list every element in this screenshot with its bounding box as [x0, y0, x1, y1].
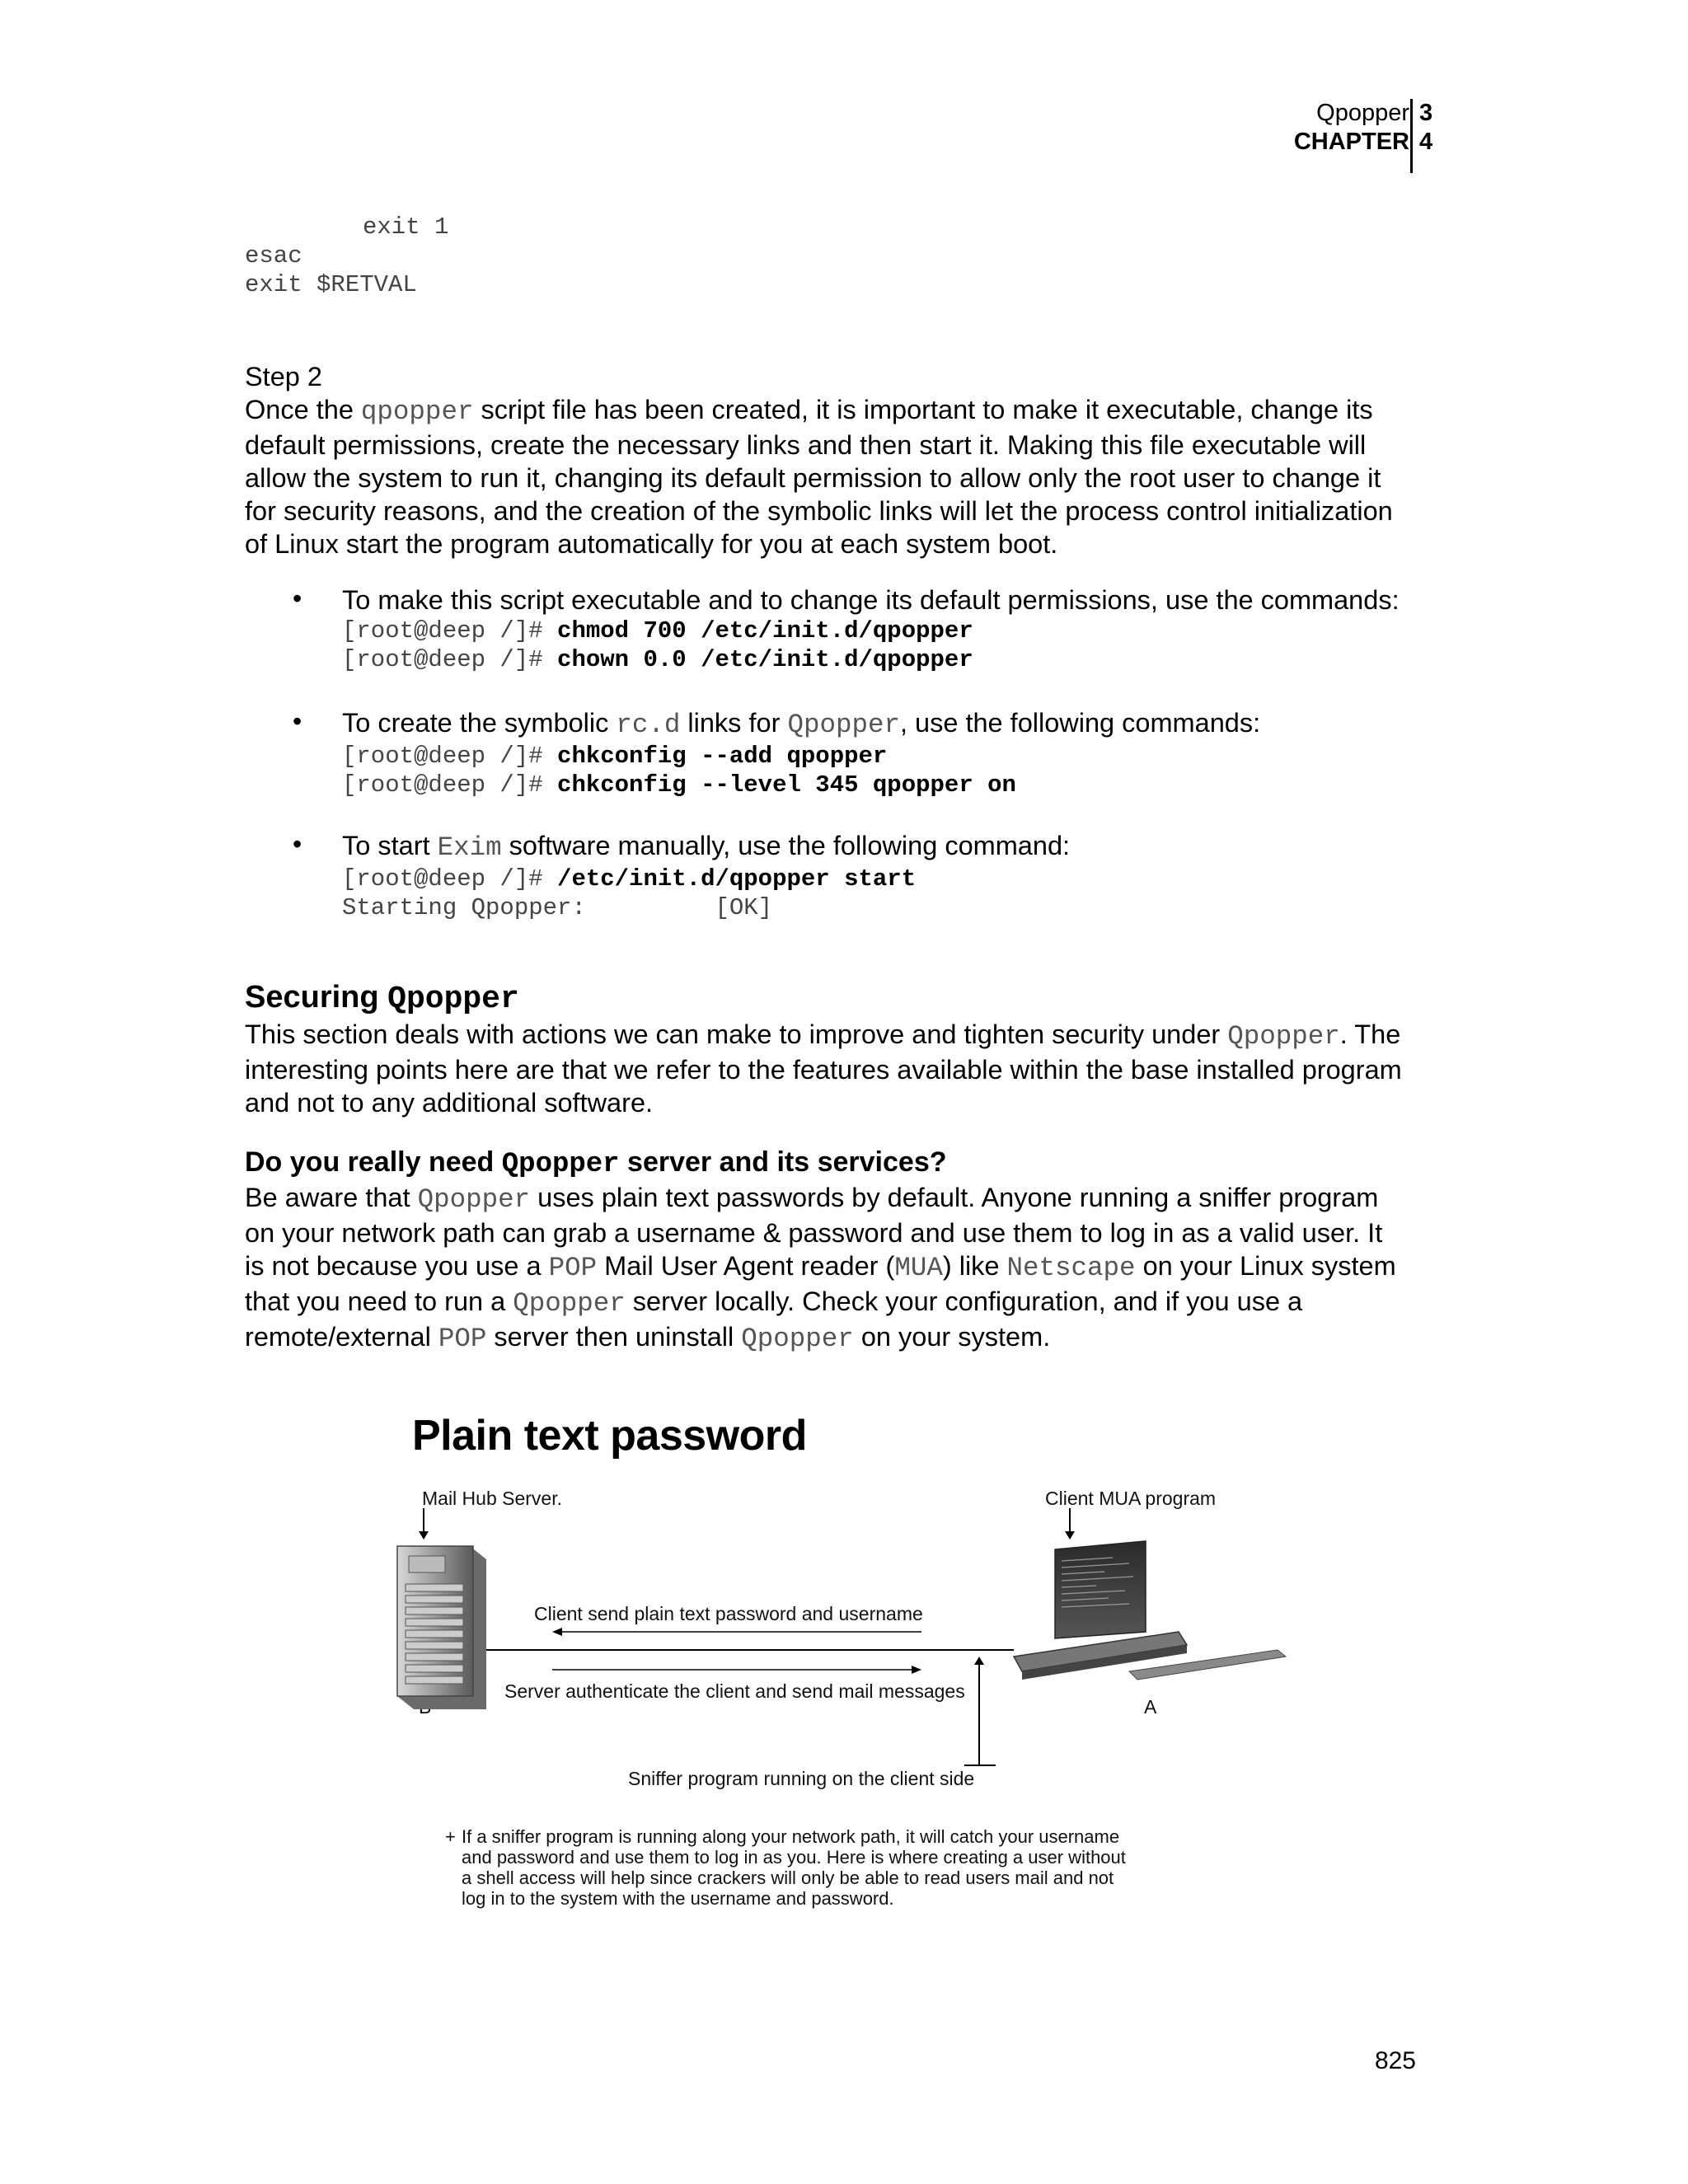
- mail-hub-label: Mail Hub Server.: [422, 1488, 563, 1509]
- paragraph-line: and not to any additional software.: [245, 1088, 654, 1118]
- inline-code: POP: [438, 1324, 487, 1354]
- shell-command: chkconfig --level 345 qpopper on: [557, 771, 1016, 799]
- client-letter-label: A: [1144, 1696, 1157, 1718]
- paragraph-line: [245, 1285, 1456, 1320]
- text-run: on your system.: [853, 1322, 1051, 1352]
- page-number: 825: [1374, 2047, 1416, 2074]
- text-run: uses plain text passwords by default. Anyone running a sniffer program: [530, 1183, 1379, 1212]
- inline-code: Qpopper: [741, 1324, 854, 1354]
- shell-command: chmod 700 /etc/init.d/qpopper: [557, 617, 973, 644]
- inline-code: Qpopper: [1227, 1021, 1340, 1052]
- shell-prompt: [root@deep /]#: [342, 617, 558, 644]
- sniffer-label: Sniffer program running on the client side: [628, 1768, 975, 1789]
- shell-command: chown 0.0 /etc/init.d/qpopper: [557, 646, 973, 673]
- shell-prompt: [root@deep /]#: [342, 646, 558, 673]
- diagram-note: [462, 1826, 1253, 1909]
- note-line: log in to the system with the username and password.: [462, 1888, 894, 1909]
- shell-prompt: [root@deep /]#: [342, 743, 558, 770]
- command-line: [342, 742, 1463, 771]
- inline-code: Exim: [437, 832, 502, 863]
- step2-paragraph-line: [245, 393, 1448, 429]
- header-divider: [1410, 99, 1413, 173]
- shell-command: /etc/init.d/qpopper start: [557, 865, 917, 893]
- inline-code: POP: [548, 1253, 598, 1283]
- shell-prompt: [root@deep /]#: [342, 865, 558, 893]
- paragraph-line: [245, 1249, 1456, 1285]
- paragraph-line: [245, 1320, 1456, 1356]
- bullet-text: [342, 829, 1463, 865]
- header-part-number: 3: [1419, 100, 1433, 126]
- text-run: To create the symbolic: [342, 708, 617, 738]
- text-run: Be aware that: [245, 1183, 418, 1212]
- step2-section: [245, 360, 1448, 560]
- bullet-text: To make this script executable and to change its default permissions, use the commands:: [342, 585, 1400, 615]
- arrow-bottom-label: Server authenticate the client and send mail messages: [504, 1680, 965, 1702]
- command-output: Starting Qpopper: [OK]: [342, 894, 773, 921]
- server-tower-icon: [397, 1546, 486, 1709]
- header-chapter-label: CHAPTER: [1293, 129, 1409, 155]
- text-run: is not because you use a: [245, 1251, 549, 1281]
- text-run: Securing: [245, 980, 388, 1015]
- text-run: script file has been created, it is important to make it executable, change its: [473, 395, 1373, 424]
- shell-command: chkconfig --add qpopper: [557, 743, 888, 770]
- section-heading: [245, 979, 1456, 1018]
- running-header-left: [1294, 99, 1409, 157]
- step2-paragraph-line: allow the system to run it, changing its default permission to allow only the root user to change it: [245, 463, 1381, 493]
- text-run: software manually, use the following command:: [501, 831, 1071, 860]
- step2-paragraph-line: of Linux start the program automatically for you at each system boot.: [245, 529, 1058, 559]
- note-line: If a sniffer program is running along your network path, it will catch your username: [462, 1826, 1120, 1847]
- code-line: exit 1: [363, 213, 449, 241]
- bullet-icon: •: [293, 583, 302, 613]
- securing-section: [245, 979, 1456, 1119]
- bullet-icon: •: [293, 829, 302, 859]
- code-line: esac: [245, 242, 302, 269]
- client-pointer: [1065, 1508, 1075, 1540]
- paragraph-line: [245, 1181, 1456, 1216]
- text-run: This section deals with actions we can make to improve and tighten security under: [245, 1019, 1228, 1049]
- command-line: [342, 616, 1463, 645]
- inline-code: rc.d: [616, 710, 681, 740]
- header-title: Qpopper: [1316, 100, 1409, 126]
- command-line: [342, 865, 1463, 893]
- text-run: remote/external: [245, 1322, 438, 1352]
- need-section: [245, 1146, 1456, 1356]
- paragraph-line: on your network path can grab a username & password and use them to log in as a valid user. It: [245, 1218, 1383, 1248]
- client-computer-icon: [1014, 1541, 1286, 1680]
- diagram-title: Plain text password: [412, 1412, 807, 1460]
- code-block: [342, 865, 1463, 922]
- inline-code: Netscape: [1006, 1253, 1136, 1283]
- text-run: server then uninstall: [486, 1322, 742, 1352]
- subsection-heading: [245, 1146, 1456, 1181]
- inline-code: Qpopper: [387, 982, 519, 1017]
- text-run: . The: [1339, 1019, 1401, 1049]
- header-chapter-number: 4: [1419, 129, 1433, 155]
- text-run: links for: [680, 708, 788, 738]
- arrow-top-label: Client send plain text password and username: [534, 1603, 923, 1624]
- step2-heading: Step 2: [245, 362, 322, 391]
- bullet-item-symlinks: [342, 706, 1463, 799]
- inline-code: Qpopper: [513, 1288, 626, 1319]
- code-block: [342, 616, 1463, 674]
- bullet-icon: •: [293, 706, 302, 736]
- text-run: ) like: [942, 1251, 1007, 1281]
- running-header-right: [1419, 99, 1432, 157]
- text-run: Mail User Agent reader (: [597, 1251, 895, 1281]
- code-block: [342, 742, 1463, 799]
- paragraph-line: [245, 1018, 1456, 1053]
- shell-prompt: [root@deep /]#: [342, 771, 558, 799]
- text-run: To start: [342, 831, 438, 860]
- text-run: Once the: [245, 395, 361, 424]
- bullet-item-permissions: [342, 583, 1463, 674]
- diagram-graphic: [387, 1508, 1294, 1780]
- text-run: , use the following commands:: [899, 708, 1261, 738]
- client-mua-label: Client MUA program: [1045, 1488, 1217, 1509]
- text-run: on your Linux system: [1135, 1251, 1396, 1281]
- inline-code: Qpopper: [787, 710, 900, 740]
- step2-paragraph-line: for security reasons, and the creation of the symbolic links will let the process control initialization: [245, 496, 1393, 526]
- arrow-right-icon: [552, 1666, 921, 1674]
- note-line: and password and use them to log in as you. Here is where creating a user without: [462, 1847, 1126, 1868]
- diagram-note-marker: +: [445, 1826, 456, 1847]
- mail-hub-pointer: [419, 1508, 429, 1540]
- code-line: exit $RETVAL: [245, 271, 417, 298]
- inline-code: MUA: [894, 1253, 943, 1283]
- command-line: [342, 645, 1463, 674]
- arrow-left-icon: [552, 1628, 921, 1636]
- command-line: [342, 771, 1463, 799]
- sniffer-pointer: [964, 1657, 996, 1765]
- inline-code: qpopper: [360, 396, 474, 427]
- inline-code: Qpopper: [501, 1149, 620, 1180]
- note-line: a shell access will help since crackers will only be able to read users mail and not: [462, 1868, 1114, 1888]
- step2-paragraph-line: default permissions, create the necessary links and then start it. Making this file executable will: [245, 430, 1367, 460]
- paragraph-line: interesting points here are that we refer to the features available within the base installed program: [245, 1055, 1402, 1085]
- bullet-item-start: [342, 829, 1463, 922]
- code-block-top: [245, 213, 448, 299]
- text-run: that you need to run a: [245, 1286, 513, 1316]
- inline-code: Qpopper: [417, 1184, 531, 1215]
- text-run: server locally. Check your configuration, and if you use a: [625, 1286, 1303, 1316]
- text-run: server and its services?: [619, 1146, 947, 1178]
- text-run: Do you really need: [245, 1146, 502, 1178]
- bullet-text: [342, 706, 1463, 742]
